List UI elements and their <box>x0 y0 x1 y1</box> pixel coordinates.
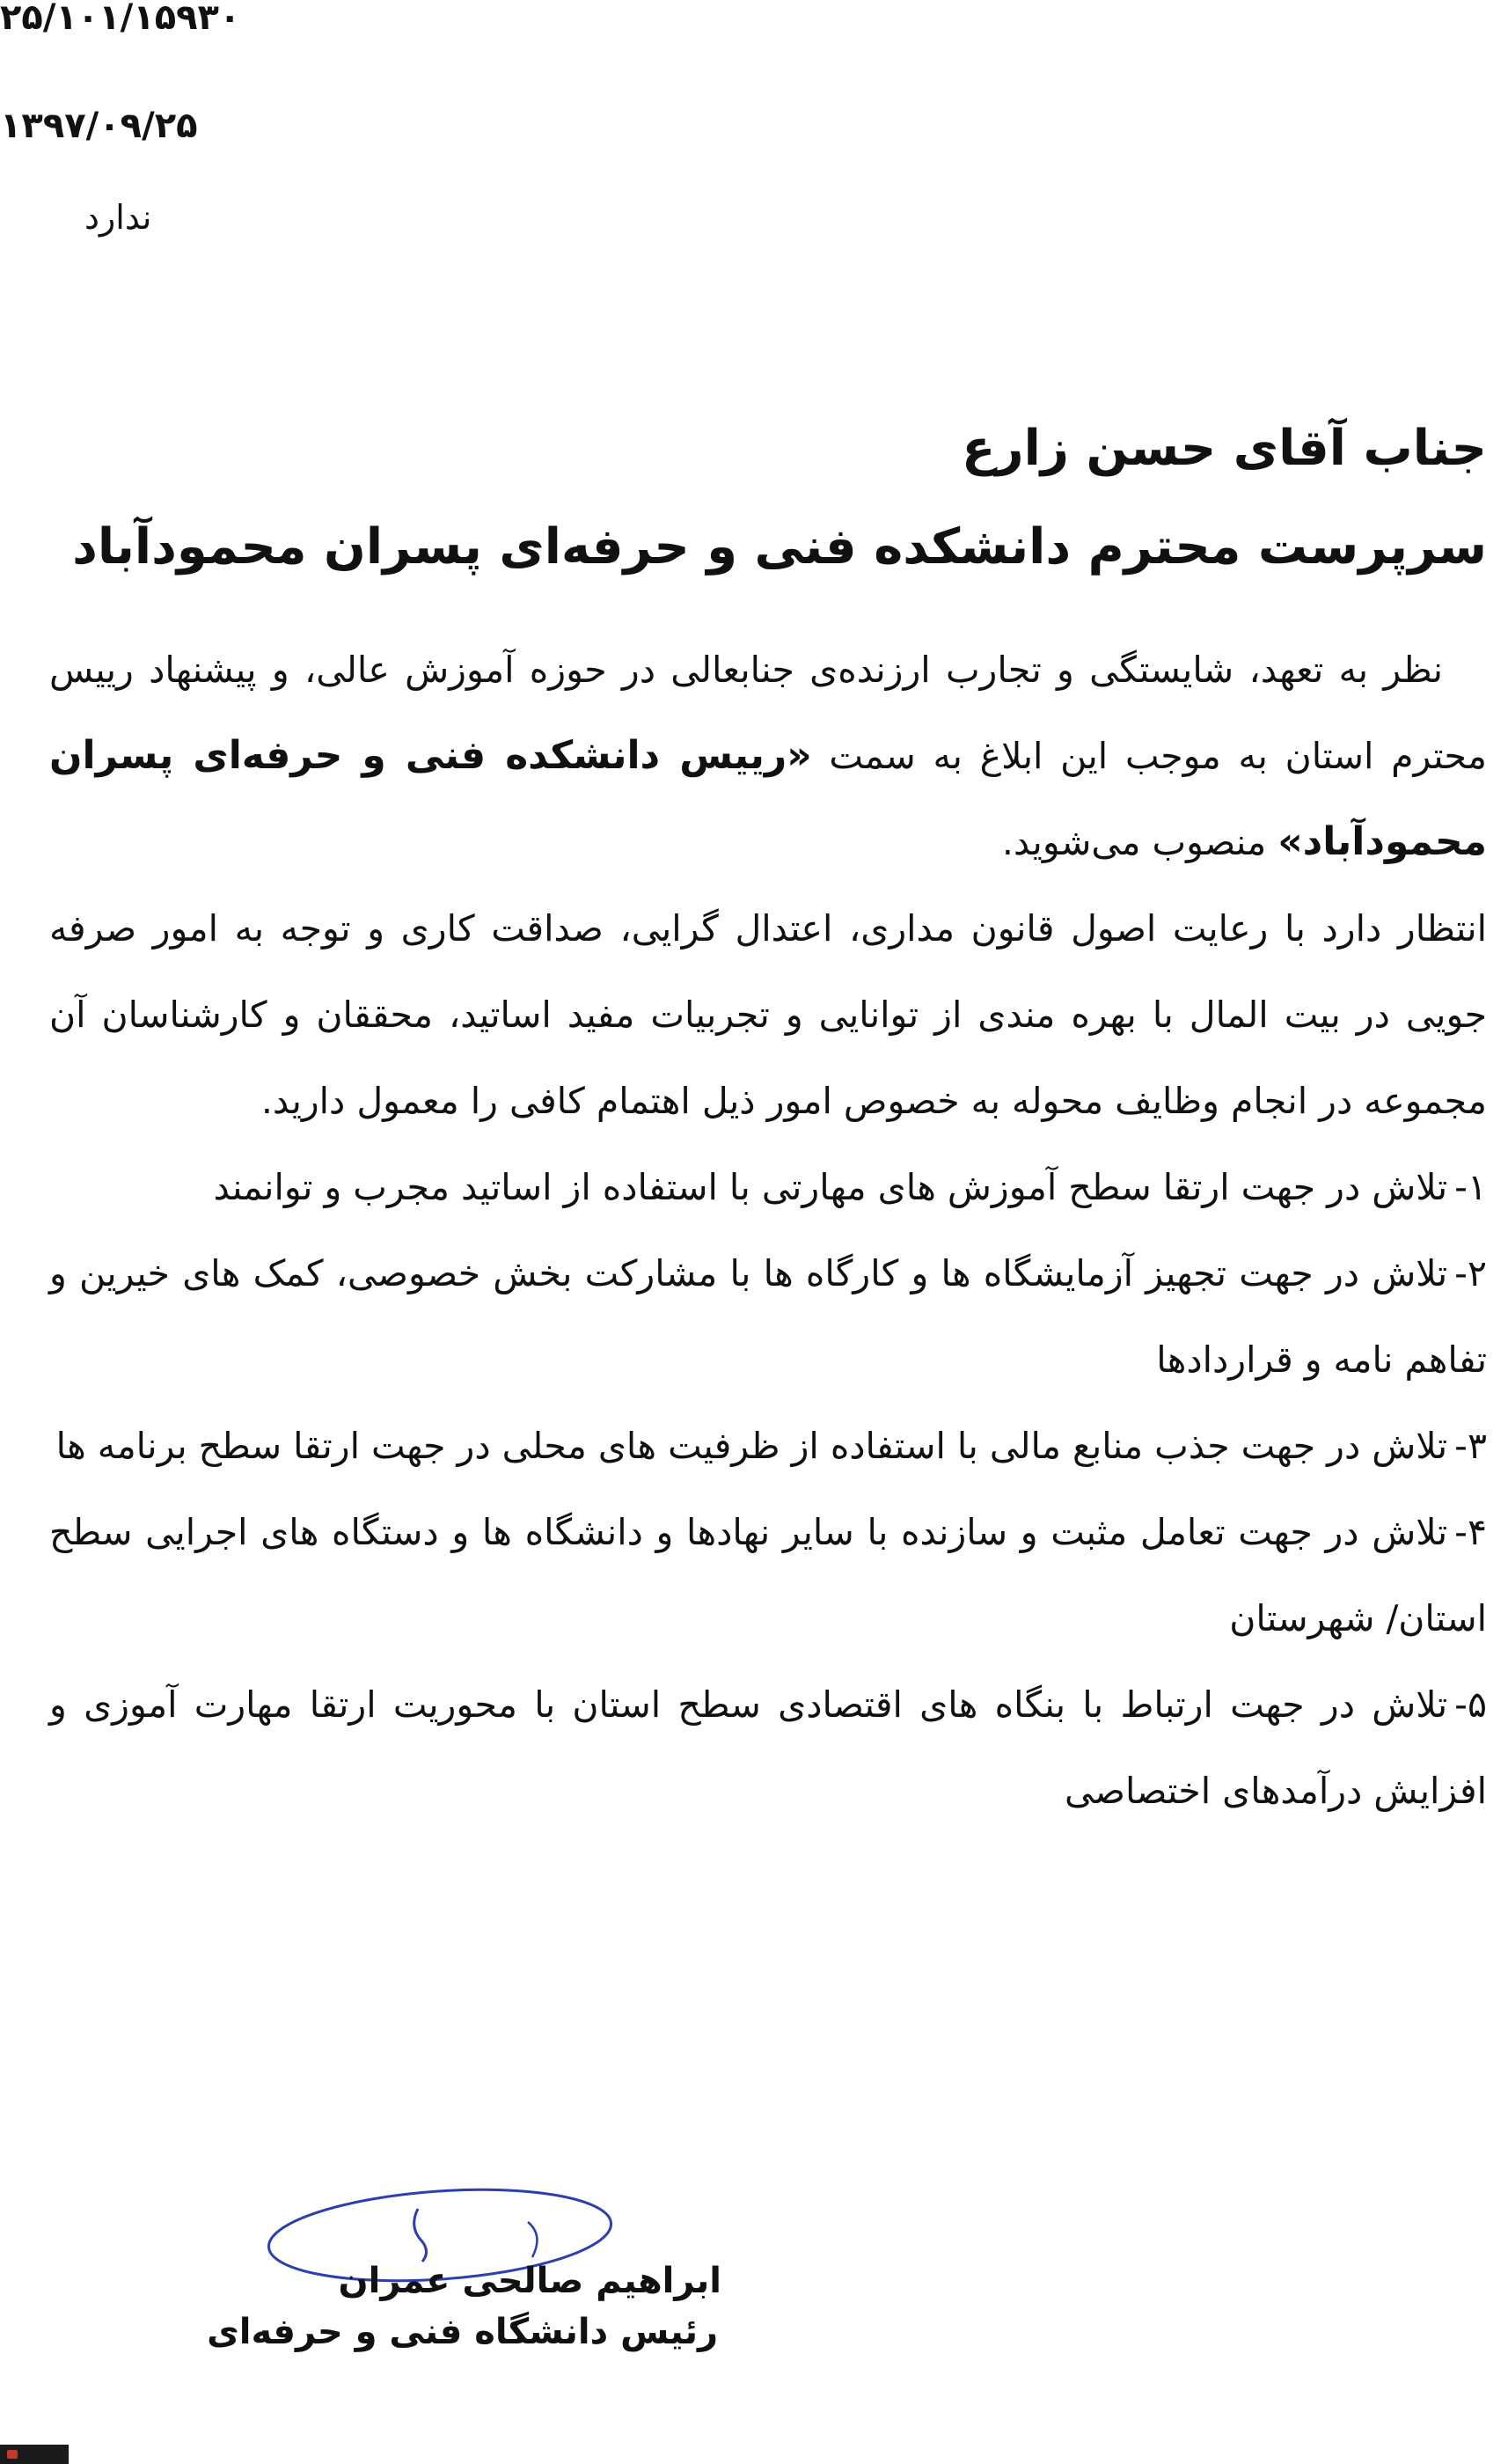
signer-title: رئیس دانشگاه فنی و حرفه‌ای <box>207 2312 718 2352</box>
list-item-text: تلاش در جهت ارتقا سطح آموزش های مهارتی با استفاده از اساتید مجرب و توانمند <box>213 1166 1448 1208</box>
list-item-text: تلاش در جهت تعامل مثبت و سازنده با سایر نهادها و دانشگاه ها و دستگاه های اجرایی سطح استان/ شهرستان <box>49 1511 1487 1639</box>
signature-block <box>207 2174 721 2367</box>
list-item <box>49 1230 1487 1403</box>
list-item-number: ۱- <box>1454 1166 1487 1208</box>
signer-name: ابراهیم صالحی عمران <box>338 2261 721 2301</box>
list-item-number: ۴- <box>1454 1511 1487 1553</box>
appointment-position: «رییس دانشکده فنی و حرفه‌ای پسران محمودآباد» <box>49 733 1487 864</box>
site-logo-icon <box>0 2445 69 2464</box>
list-item <box>49 1661 1487 1834</box>
recipient-name: جناب آقای حسن زارع <box>962 420 1487 477</box>
attachment-status: ندارد <box>84 198 152 237</box>
recipient-title: سرپرست محترم دانشکده فنی و حرفه‌ای پسران محمودآباد <box>72 518 1487 576</box>
expectation-paragraph: انتظار دارد با رعایت اصول قانون مداری، اعتدال گرایی، صداقت کاری و توجه به امور صرفه جویی در بیت المال با بهره مندی از توانایی و تجربیات مفید اساتید، محققان و کارشناسان آن مجموعه در انجام وظایف محوله به خصوص امور ذیل اهتمام کافی را معمول دارید. <box>49 907 1487 1122</box>
appointment-intro: نظر به تعهد، شایستگی و تجارب ارزنده‌ی جنابعالی در حوزه آموزش عالی، و پیشنهاد رییس محترم استان به موجب این ابلاغ به سمت <box>49 649 1487 777</box>
list-item <box>49 1144 1487 1230</box>
reference-number: ۲۵/۱۰۱/۱۵۹۳۰ <box>0 0 241 38</box>
list-item-text: تلاش در جهت تجهیز آزمایشگاه ها و کارگاه ها با مشارکت بخش خصوصی، کمک های خیرین و تفاهم نامه و قراردادها <box>49 1252 1487 1381</box>
list-item-number: ۵- <box>1454 1683 1487 1726</box>
list-item <box>49 1403 1487 1489</box>
appointment-paragraph <box>49 627 1487 885</box>
list-item-text: تلاش در جهت جذب منابع مالی با استفاده از ظرفیت های محلی در جهت ارتقا سطح برنامه ها <box>55 1425 1448 1467</box>
list-item-number: ۳- <box>1454 1425 1487 1467</box>
appointment-closing: منصوب می‌شوید. <box>1001 821 1267 863</box>
list-item-text: تلاش در جهت ارتباط با بنگاه های اقتصادی سطح استان با محوریت ارتقا مهارت آموزی و افزایش درآمدهای اختصاصی <box>49 1683 1487 1812</box>
list-item <box>49 1489 1487 1661</box>
letter-date: ۱۳۹۷/۰۹/۲۵ <box>0 106 198 146</box>
logo-mark <box>7 2450 18 2459</box>
list-item-number: ۲- <box>1454 1252 1487 1294</box>
letter-body <box>49 627 1487 1834</box>
